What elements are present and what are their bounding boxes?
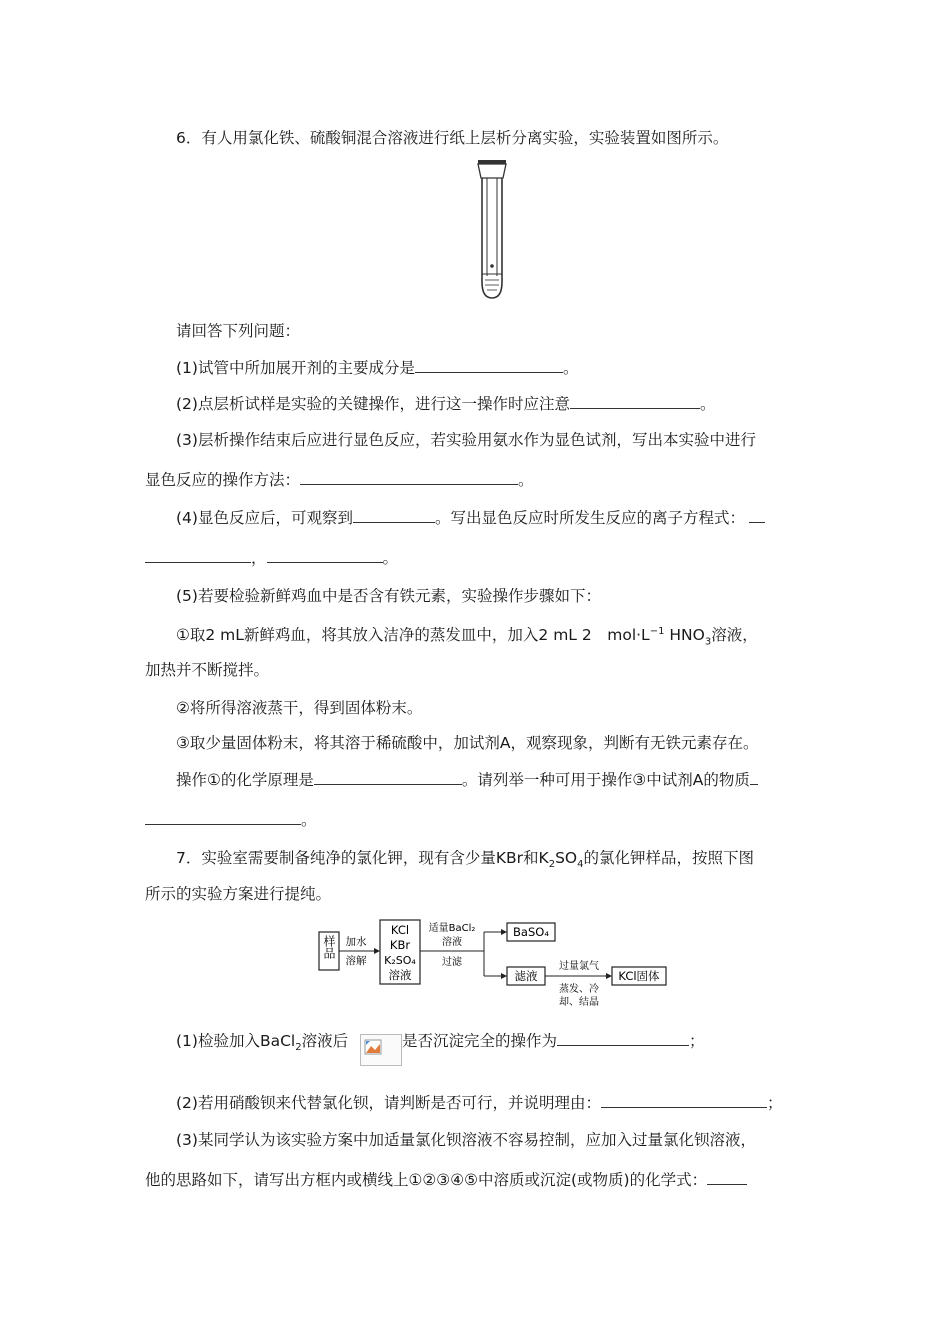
answer-blank[interactable] bbox=[570, 394, 700, 409]
q6-step1 bbox=[176, 622, 758, 652]
filtrate-label: 滤液 bbox=[514, 969, 538, 983]
q6-part5: (5)若要检验新鲜鸡血中是否含有铁元素，实验操作步骤如下： bbox=[176, 587, 601, 605]
answer-blank[interactable] bbox=[415, 358, 563, 373]
q6-part4-mid: 。写出显色反应时所发生反应的离子方程式： bbox=[434, 509, 745, 527]
q6-part2 bbox=[176, 394, 715, 414]
q7-part2 bbox=[176, 1093, 782, 1113]
mixture-k2so4: K₂SO₄ bbox=[384, 954, 416, 967]
subscript: 2 bbox=[295, 1042, 302, 1054]
purification-flowchart bbox=[318, 918, 668, 1010]
arrow-head bbox=[606, 973, 612, 979]
q6-part3-text: 显色反应的操作方法： bbox=[145, 471, 301, 489]
q6-part4-line1 bbox=[176, 508, 765, 528]
mixture-kcl: KCl bbox=[390, 923, 410, 937]
q6-part3-line1: (3)层析操作结束后应进行显色反应，若实验用氨水作为显色试剂，写出本实验中进行 bbox=[176, 431, 756, 449]
q7-part1-end: ； bbox=[689, 1032, 705, 1050]
product-label: KCl固体 bbox=[618, 969, 660, 983]
broken-image-icon bbox=[361, 1035, 401, 1065]
subscript: 2 bbox=[548, 859, 556, 871]
answer-blank[interactable] bbox=[300, 470, 518, 485]
arrow-head bbox=[374, 948, 380, 954]
arrow-head bbox=[501, 973, 507, 979]
answer-blank[interactable] bbox=[353, 508, 435, 523]
q6-step1-text: ①取2 mL新鲜鸡血，将其放入洁净的蒸发皿中，加入2 mL 2 mol·L bbox=[176, 626, 650, 645]
answer-blank[interactable] bbox=[749, 508, 765, 523]
q7-part1-after: 溶液后 bbox=[301, 1032, 349, 1050]
answer-blank[interactable] bbox=[557, 1031, 689, 1046]
q6-step4-mid: 。请列举一种可用于操作③中试剂A的物质 bbox=[461, 771, 750, 789]
q7-part1 bbox=[176, 1031, 348, 1058]
q7-part2-text: (2)若用硝酸钡来代替氯化钡，请判断是否可行，并说明理由： bbox=[176, 1094, 601, 1112]
q6-part4-text: (4)显色反应后，可观察到 bbox=[176, 509, 353, 527]
answer-blank[interactable] bbox=[267, 548, 383, 563]
step2-filter: 过滤 bbox=[442, 957, 462, 968]
subscript: 3 bbox=[704, 636, 712, 648]
mixture-solution: 溶液 bbox=[388, 968, 412, 982]
q6-step4-cont bbox=[145, 810, 317, 830]
q6-step1-end: 溶液， bbox=[711, 626, 758, 645]
arrow-head bbox=[501, 929, 507, 935]
answer-blank[interactable] bbox=[750, 770, 758, 785]
q6-part1 bbox=[176, 358, 578, 378]
q6-part4-comma: ， bbox=[251, 549, 267, 567]
q7-part3-line1: (3)某同学认为该实验方案中加适量氯化钡溶液不容易控制，应加入过量氯化钡溶液， bbox=[176, 1131, 756, 1149]
subscript: 4 bbox=[577, 859, 584, 871]
tube-stopper bbox=[478, 164, 506, 178]
q6-step2: ②将所得溶液蒸干，得到固体粉末。 bbox=[176, 699, 423, 717]
answer-blank[interactable] bbox=[145, 810, 301, 825]
superscript: −1 bbox=[649, 626, 665, 637]
q6-step3: ③取少量固体粉末，将其溶于稀硫酸中，加试剂A，观察现象，判断有无铁元素存在。 bbox=[176, 734, 759, 752]
sample-label: 样品 bbox=[322, 935, 336, 959]
q6-step4 bbox=[176, 770, 758, 790]
q7-part3-text: 他的思路如下，请写出方框内或横线上①②③④⑤中溶质或沉淀(或物质)的化学式： bbox=[145, 1171, 708, 1189]
q7-title-text: 7．实验室需要制备纯净的氯化钾，现有含少量KBr和K bbox=[176, 849, 549, 867]
answer-blank[interactable] bbox=[145, 548, 251, 563]
precipitate-label: BaSO₄ bbox=[513, 925, 549, 939]
sample-spot bbox=[490, 264, 494, 268]
q7-title-so: SO bbox=[555, 849, 578, 867]
answer-blank[interactable] bbox=[314, 770, 462, 785]
answer-blank[interactable] bbox=[601, 1093, 767, 1108]
q6-step4-text: 操作①的化学原理是 bbox=[176, 771, 314, 789]
q6-step4-end: 。 bbox=[301, 811, 317, 829]
q6-part1-text: (1)试管中所加展开剂的主要成分是 bbox=[176, 359, 415, 377]
q6-prompt: 请回答下列问题： bbox=[176, 322, 301, 340]
step2-solution: 溶液 bbox=[442, 937, 462, 948]
q7-part1-text: (1)检验加入BaCl bbox=[176, 1032, 296, 1050]
q6-part4-line2 bbox=[145, 548, 398, 568]
q6-part1-end: 。 bbox=[562, 359, 579, 377]
step3-reagent: 过量氯气 bbox=[559, 961, 599, 972]
step1-bottom: 溶解 bbox=[345, 955, 367, 967]
step2-reagent: 适量BaCl₂ bbox=[428, 923, 476, 934]
q6-part3-line2 bbox=[145, 470, 534, 490]
q7-part1-question: 是否沉淀完全的操作为 bbox=[402, 1032, 558, 1050]
q7-part3-line2 bbox=[145, 1170, 747, 1190]
q6-part4-end: 。 bbox=[382, 549, 399, 567]
step1-top: 加水 bbox=[345, 936, 367, 948]
q6-part2-end: 。 bbox=[699, 395, 716, 413]
q6-step1-cont: 加热并不断搅拌。 bbox=[145, 661, 270, 679]
chromatography-tube-figure bbox=[470, 158, 514, 302]
q6-step1-hno: HNO bbox=[664, 626, 705, 645]
mixture-kbr: KBr bbox=[389, 938, 411, 952]
q6-part2-text: (2)点层析试样是实验的关键操作，进行这一操作时应注意 bbox=[176, 395, 570, 413]
q7-part1-cont bbox=[402, 1031, 705, 1051]
step3-crystallize: 却、结晶 bbox=[559, 997, 599, 1008]
q7-title-end: 的氯化钾样品，按照下图 bbox=[583, 849, 755, 867]
q6-part3-end: 。 bbox=[518, 471, 534, 489]
step3-evaporate: 蒸发、冷 bbox=[559, 984, 599, 995]
q7-title-line2: 所示的实验方案进行提纯。 bbox=[145, 885, 332, 903]
answer-blank[interactable] bbox=[707, 1170, 747, 1185]
q7-part2-end: ； bbox=[766, 1094, 783, 1112]
q7-title-line1 bbox=[176, 848, 754, 875]
q6-title: 6．有人用氯化铁、硫酸铜混合溶液进行纸上层析分离实验，实验装置如图所示。 bbox=[176, 129, 729, 147]
broken-image-placeholder bbox=[360, 1034, 402, 1066]
